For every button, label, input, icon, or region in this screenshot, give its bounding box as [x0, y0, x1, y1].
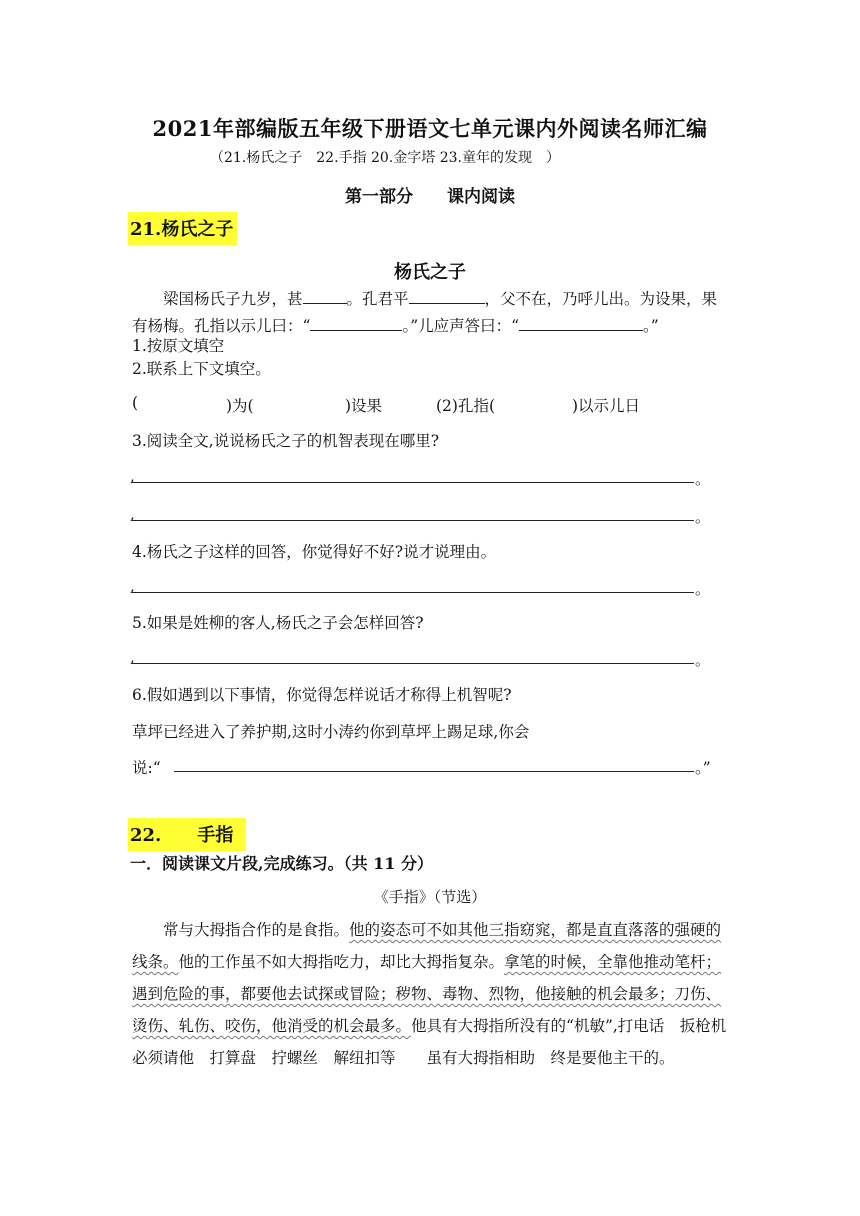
line-period: 。 — [695, 580, 711, 598]
line-mark: , — [130, 467, 135, 485]
line-period: 。 — [695, 651, 711, 669]
answer-line[interactable] — [132, 506, 694, 521]
excerpt-sentence: 他的工作虽不如大拇指吃力，却比大拇指复杂。 — [178, 953, 505, 971]
answer-line[interactable] — [132, 468, 694, 483]
reading-task-heading: 一．阅读课文片段,完成练习。（共 11 分） — [130, 854, 433, 873]
question-3: 3.阅读全文,说说杨氏之子的机智表现在哪里? — [132, 432, 440, 450]
passage-segment: 。孔君平 — [346, 290, 409, 308]
answer-line[interactable] — [174, 757, 694, 772]
passage-segment: 梁国杨氏子九岁，甚 — [163, 290, 303, 308]
section-21-heading: 21.杨氏之子 — [128, 212, 237, 245]
passage-segment: 。” — [643, 317, 659, 335]
excerpt-sentence: 常与大拇指合作的是食指。 — [163, 921, 350, 939]
part-heading: 第一部分 课内阅读 — [345, 187, 515, 207]
passage-title: 杨氏之子 — [394, 262, 466, 283]
excerpt-title: 《手指》（节选） — [373, 888, 487, 906]
excerpt-sentence-underlined: 拿笔的时候，全靠他推动笔杆；遇到危险的事，都要他去试探或冒险；秽物、毒物、烈物，他接触的机会最多；刀伤、烫伤、轧伤、咬伤，他消受的机会最多。 — [132, 953, 722, 1035]
question-5: 5.如果是姓柳的客人,杨氏之子会怎样回答? — [132, 614, 424, 632]
fill-blank[interactable] — [303, 289, 347, 304]
passage-segment: 果有杨梅。孔指以示儿曰：“ — [132, 290, 718, 335]
excerpt-sentence-underlined: 他的姿态可不如其他三指窈窕，都是直直落落的强硬的线条。 — [132, 921, 722, 971]
fill-blank[interactable] — [409, 289, 485, 304]
passage-text — [132, 286, 732, 340]
question-2: 2.联系上下文填空。 — [132, 360, 271, 378]
q2-bracket-d: )以示儿日 — [572, 397, 641, 415]
q2-bracket-c: (2)孔指( — [436, 397, 496, 415]
fill-blank[interactable] — [310, 316, 402, 331]
say-prefix: 说:“ — [132, 759, 161, 777]
passage-segment: 。”儿应声答曰：“ — [402, 317, 520, 335]
line-period: 。 — [695, 470, 711, 488]
answer-line[interactable] — [132, 649, 694, 664]
document-subtitle: （21.杨氏之子 22.手指 20.金字塔 23.童年的发现 ） — [210, 150, 560, 166]
question-6: 6.假如遇到以下事情，你觉得怎样说话才称得上机智呢? — [132, 686, 512, 704]
document-title: 2021年部编版五年级下册语文七单元课内外阅读名师汇编 — [152, 116, 708, 141]
section-22-heading: 22. 手指 — [128, 818, 246, 851]
line-period: 。 — [695, 508, 711, 526]
line-mark: , — [130, 577, 135, 595]
passage-segment: ，父不在，乃呼儿出。为设果， — [484, 290, 702, 308]
q2-bracket-a: )为( — [226, 397, 254, 415]
q2-bracket-open: ( — [132, 394, 139, 412]
excerpt-sentence: 他具有大拇指所没有的“机敏”,打电话 扳枪机必须请他 打算盘 拧螺丝 解纽扣等 虽有大拇指相助 终是要他主干的。 — [132, 1017, 727, 1067]
line-mark: , — [130, 648, 135, 666]
fill-blank[interactable] — [519, 316, 643, 331]
question-4: 4.杨氏之子这样的回答，你觉得好不好?说才说理由。 — [132, 543, 497, 561]
q2-bracket-b: )设果 — [345, 397, 383, 415]
question-6-scenario: 草坪已经进入了养护期,这时小涛约你到草坪上踢足球,你会 — [132, 723, 530, 741]
excerpt-text — [132, 914, 732, 1074]
say-suffix: 。” — [695, 759, 711, 777]
question-1: 1.按原文填空 — [132, 337, 225, 355]
line-mark: , — [130, 505, 135, 523]
answer-line[interactable] — [132, 578, 694, 593]
